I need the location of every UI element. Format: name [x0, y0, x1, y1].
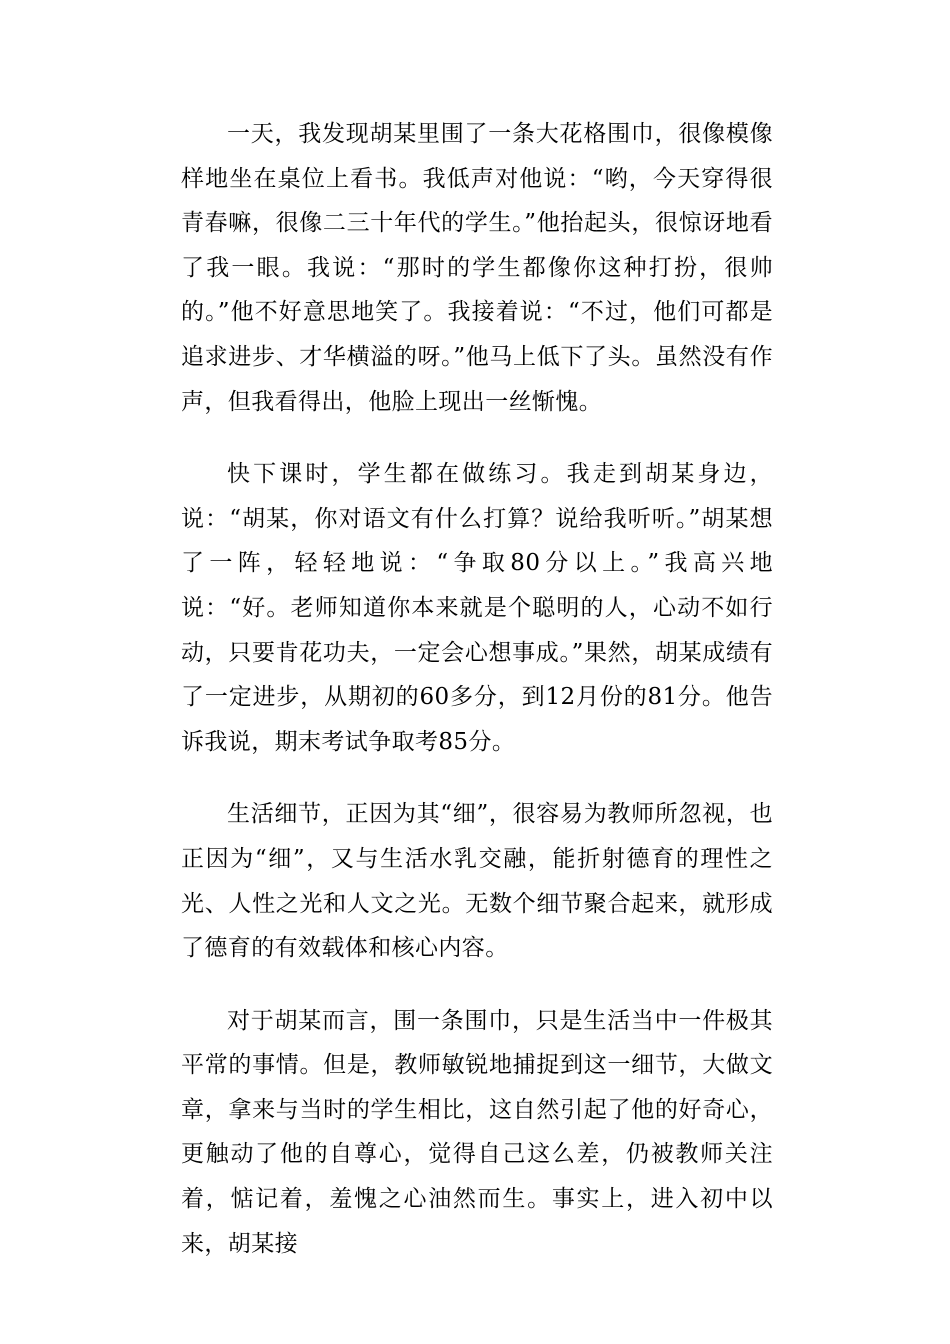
- document-body: [181, 112, 773, 1266]
- paragraph-analysis: 对于胡某而言，围一条围巾，只是生活当中一件极其平常的事情。但是，教师敏锐地捕捉到这一细节，大做文章，拿来与当时的学生相比，这自然引起了他的好奇心，更触动了他的自尊心，觉得自己这么差，仍被教师关注着，惦记着，羞愧之心油然而生。事实上，进入初中以来，胡某接: [181, 1007, 773, 1257]
- paragraph-life-details: 生活细节，正因为其“细”，很容易为教师所忽视，也正因为“细”，又与生活水乳交融，能折射德育的理性之光、人性之光和人文之光。无数个细节聚合起来，就形成了德育的有效载体和核心内容。: [181, 801, 773, 962]
- paragraph-score-goal: 快下课时，学生都在做练习。我走到胡某身边，说：“胡某，你对语文有什么打算？说给我听听。”胡某想了一阵，轻轻地说：“争取80分以上。”我高兴地说：“好。老师知道你本来就是个聪明的人，心动不如行动，只要肯花功夫，一定会心想事成。”果然，胡某成绩有了一定进步，从期初的60多分，到12月份的81分。他告诉我说，期末考试争取考85分。: [181, 461, 773, 755]
- paragraph-scarf-conversation: 一天，我发现胡某里围了一条大花格围巾，很像模像样地坐在桌位上看书。我低声对他说：“哟，今天穿得很青春嘛，很像二三十年代的学生。”他抬起头，很惊讶地看了我一眼。我说：“那时的学生都像你这种打扮，很帅的。”他不好意思地笑了。我接着说：“不过，他们可都是追求进步、才华横溢的呀。”他马上低下了头。虽然没有作声，但我看得出，他脸上现出一丝惭愧。: [181, 121, 773, 415]
